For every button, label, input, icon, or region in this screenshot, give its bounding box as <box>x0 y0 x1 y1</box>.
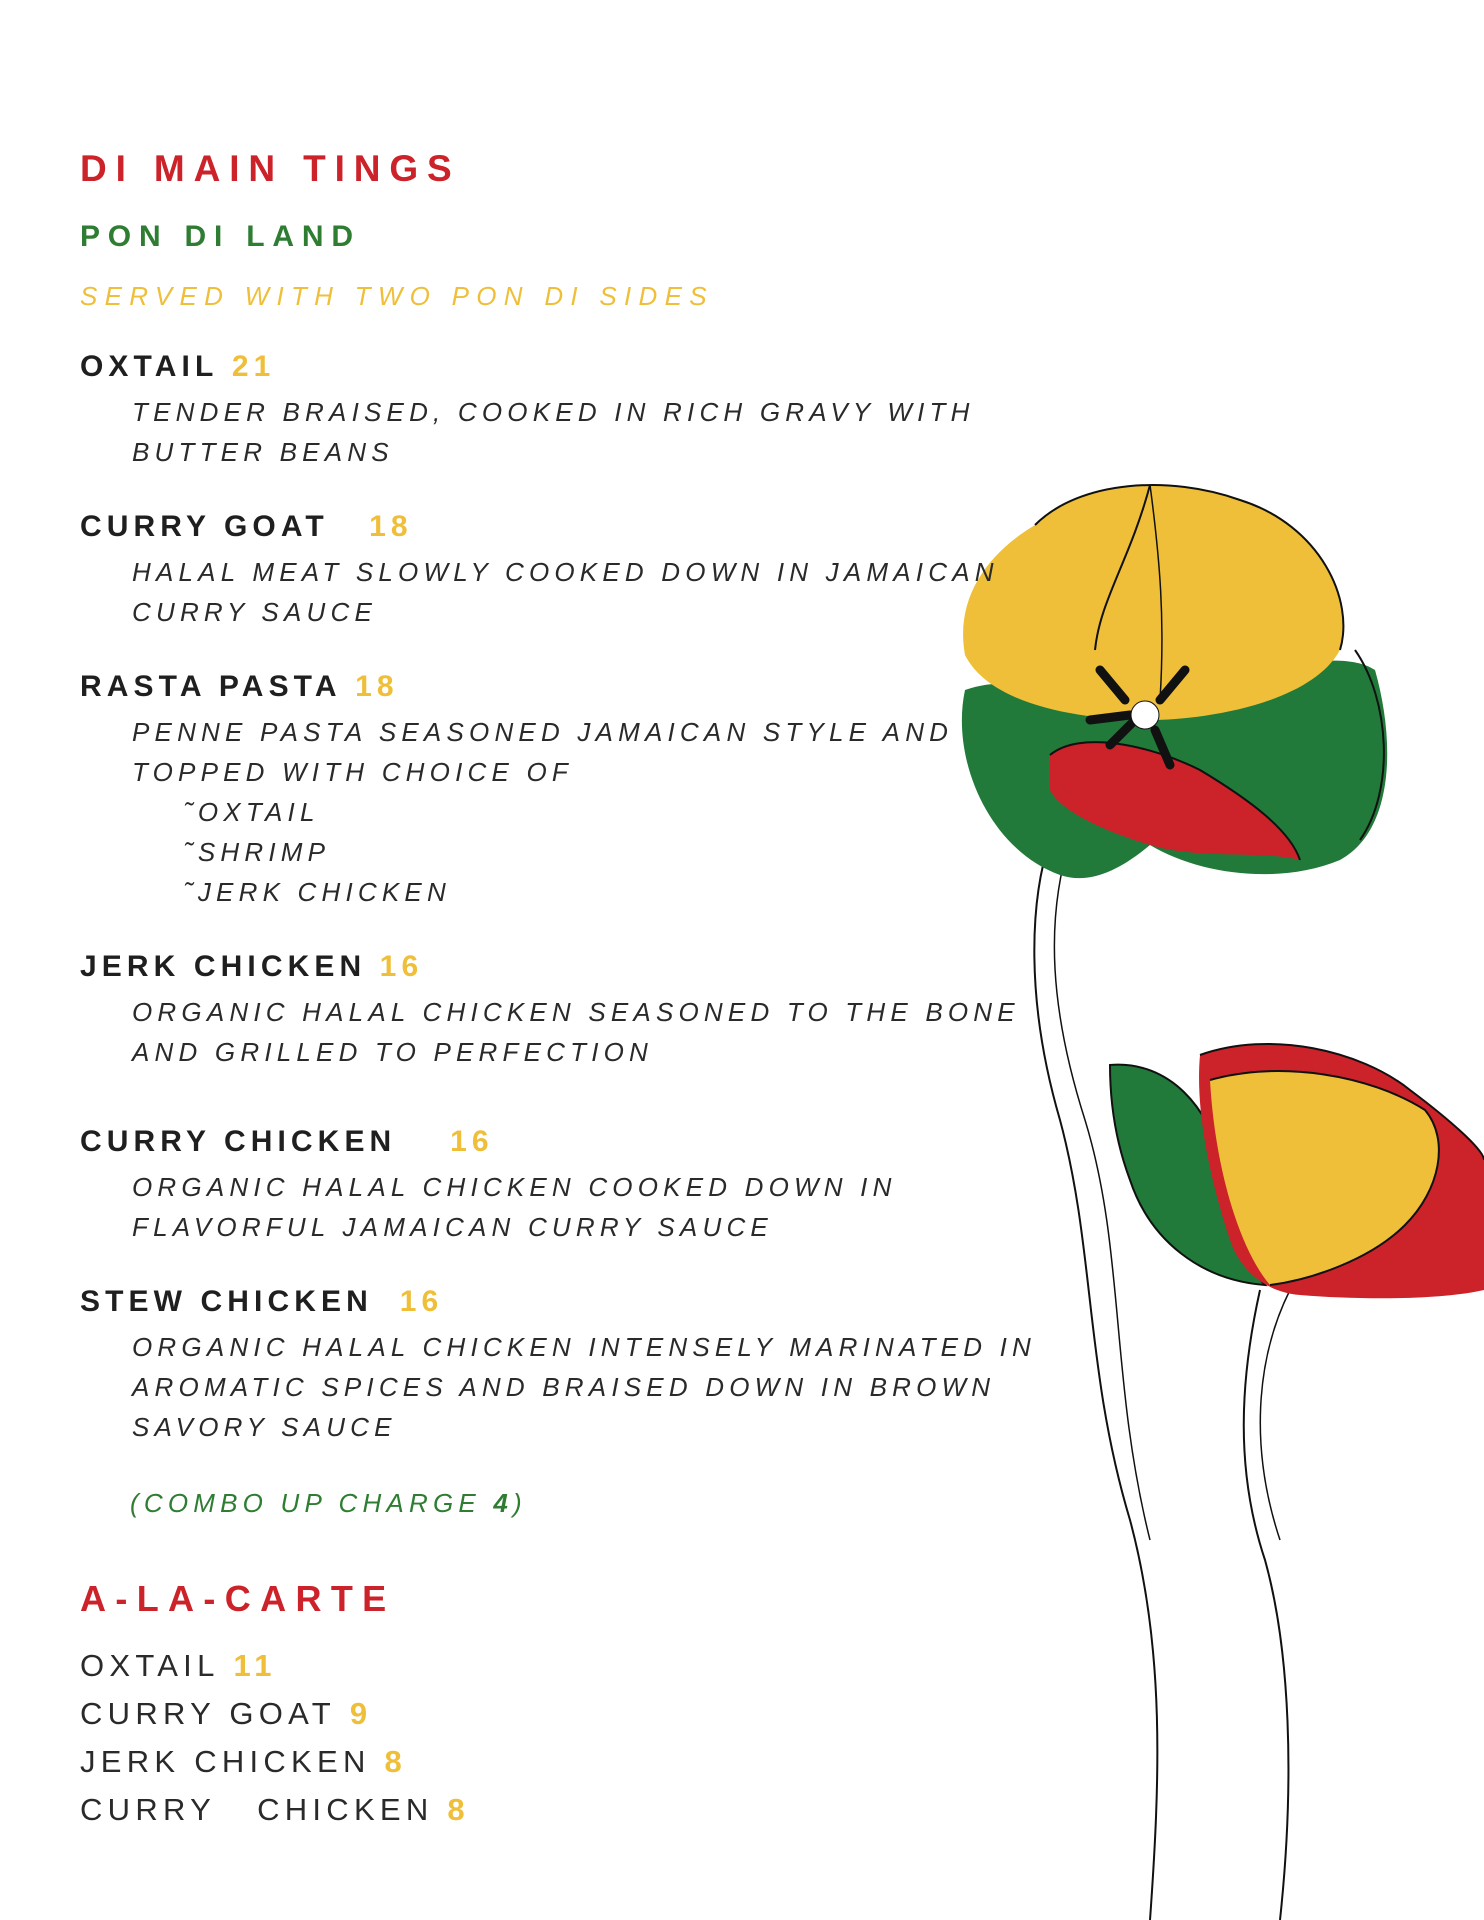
dish-description <box>132 712 953 912</box>
alacarte-item <box>80 1696 372 1732</box>
alacarte-item <box>80 1792 470 1828</box>
description-line: HALAL MEAT SLOWLY COOKED DOWN IN JAMAICAN <box>132 557 999 587</box>
dish-title <box>80 1125 897 1159</box>
alacarte-item-name: OXTAIL <box>80 1648 220 1683</box>
dish-description <box>132 392 975 472</box>
dish-oxtail <box>80 350 975 472</box>
topping-option: ˜JERK CHICKEN <box>184 877 451 907</box>
dish-price: 18 <box>355 670 399 703</box>
dish-name: STEW CHICKEN <box>80 1285 373 1318</box>
description-line: TOPPED WITH CHOICE OF <box>132 757 573 787</box>
alacarte-item-price: 9 <box>349 1696 373 1731</box>
alacarte-item-name: CURRY CHICKEN <box>80 1792 434 1827</box>
section-title: PON DI LAND <box>80 220 361 253</box>
dish-stew-chicken <box>80 1285 1036 1447</box>
dish-price: 18 <box>369 510 413 543</box>
description-line: BUTTER BEANS <box>132 437 394 467</box>
topping-options <box>132 792 953 912</box>
dish-price: 16 <box>450 1125 494 1158</box>
dish-title <box>80 510 999 544</box>
dish-description <box>132 552 999 632</box>
description-line: FLAVORFUL JAMAICAN CURRY SAUCE <box>132 1212 773 1242</box>
dish-title <box>80 670 953 704</box>
menu-title: DI MAIN TINGS <box>80 148 461 189</box>
dish-description <box>132 1167 897 1247</box>
dish-rasta-pasta <box>80 670 953 912</box>
description-line: TENDER BRAISED, COOKED IN RICH GRAVY WITH <box>132 397 975 427</box>
topping-option: ˜OXTAIL <box>184 797 320 827</box>
dish-price: 16 <box>379 950 424 983</box>
alacarte-item-price: 8 <box>384 1744 408 1779</box>
dish-name: CURRY CHICKEN <box>80 1125 397 1158</box>
dish-title <box>80 950 1020 984</box>
dish-description <box>132 1327 1036 1447</box>
dish-name: OXTAIL <box>80 350 219 383</box>
combo-text: (COMBO UP CHARGE <box>130 1488 494 1518</box>
combo-upcharge-note <box>130 1488 527 1519</box>
tulip-flower-illustration <box>1110 1044 1484 1920</box>
dish-price: 21 <box>231 350 276 383</box>
dish-name: CURRY GOAT <box>80 510 329 543</box>
dish-title <box>80 350 975 384</box>
dish-curry-chicken <box>80 1125 897 1247</box>
description-line: CURRY SAUCE <box>132 597 378 627</box>
alacarte-item-name: CURRY GOAT <box>80 1696 336 1731</box>
description-line: SAVORY SAUCE <box>132 1412 397 1442</box>
alacarte-item-name: JERK CHICKEN <box>80 1744 371 1779</box>
dish-curry-goat <box>80 510 999 632</box>
dish-name: JERK CHICKEN <box>80 950 367 983</box>
dish-price: 16 <box>399 1285 444 1318</box>
alacarte-title: A-LA-CARTE <box>80 1578 396 1619</box>
alacarte-item-price: 11 <box>233 1648 277 1683</box>
dish-description <box>132 992 1020 1072</box>
combo-amount: 4 <box>493 1488 514 1518</box>
dish-name: RASTA PASTA <box>80 670 342 703</box>
description-line: ORGANIC HALAL CHICKEN SEASONED TO THE BONE <box>132 997 1020 1027</box>
description-line: PENNE PASTA SEASONED JAMAICAN STYLE AND <box>132 717 954 747</box>
description-line: ORGANIC HALAL CHICKEN INTENSELY MARINATED IN <box>132 1332 1037 1362</box>
alacarte-item <box>80 1648 277 1684</box>
description-line: AND GRILLED TO PERFECTION <box>132 1037 654 1067</box>
section-subtitle: SERVED WITH TWO PON DI SIDES <box>80 281 714 311</box>
dish-jerk-chicken <box>80 950 1020 1072</box>
topping-option: ˜SHRIMP <box>184 837 331 867</box>
dish-title <box>80 1285 1036 1319</box>
combo-close: ) <box>513 1488 527 1518</box>
alacarte-item <box>80 1744 407 1780</box>
description-line: ORGANIC HALAL CHICKEN COOKED DOWN IN <box>132 1172 897 1202</box>
alacarte-item-price: 8 <box>447 1792 470 1827</box>
description-line: AROMATIC SPICES AND BRAISED DOWN IN BROWN <box>132 1372 996 1402</box>
